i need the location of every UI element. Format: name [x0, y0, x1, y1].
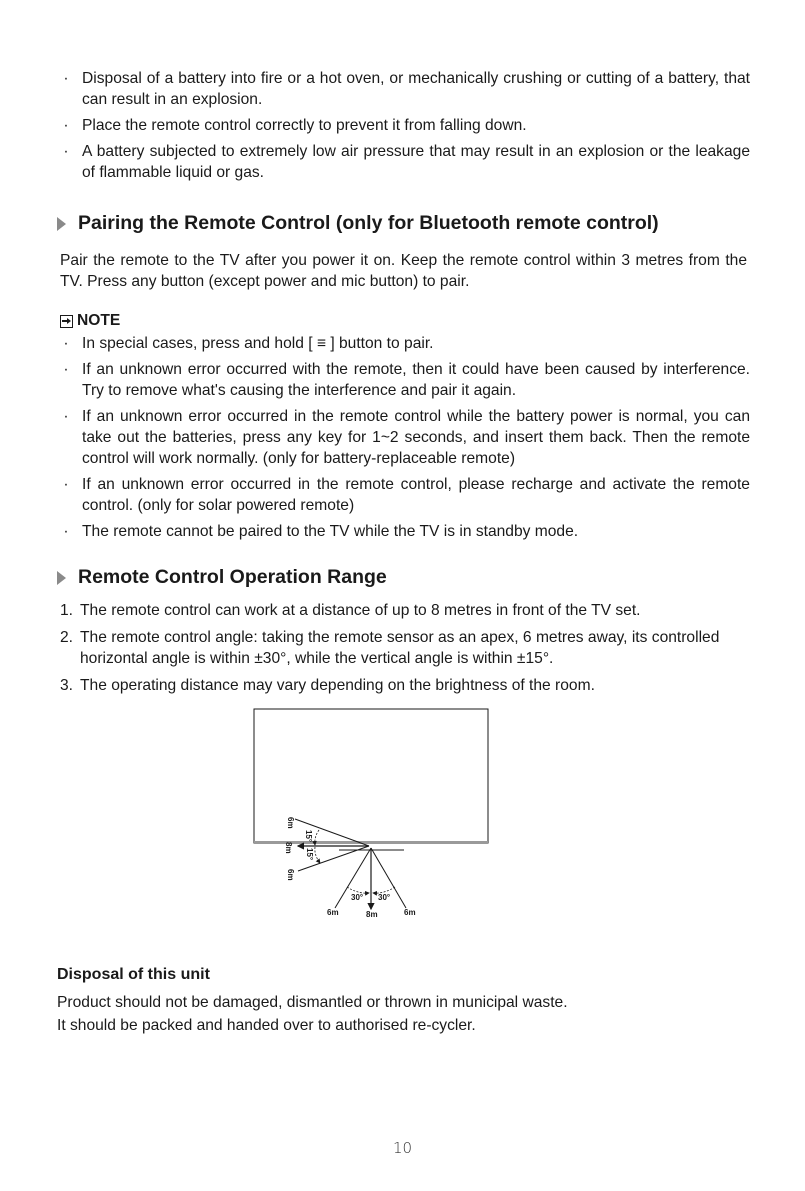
list-item: · If an unknown error occurred in the remote control while the battery power is normal, you can take out the batteries, press any key for 1~2 seconds, and insert them back. Then the remote control will work normally. (only for battery-replaceable remote): [63, 408, 750, 467]
disposal-text-line: It should be packed and handed over to authorised re-cycler.: [57, 1017, 476, 1034]
section-heading-pairing: Pairing the Remote Control (only for Bluetooth remote control): [57, 212, 659, 235]
disposal-heading: Disposal of this unit: [57, 966, 210, 983]
svg-text:8m: 8m: [284, 842, 293, 854]
pairing-intro: Pair the remote to the TV after you power it on. Keep the remote control within 3 metres from the TV. Press any button (except power and mic button) to pair.: [60, 252, 747, 290]
list-item: · If an unknown error occurred with the remote, then it could have been caused by interference. Try to remove what's causing the interference and pair it again.: [63, 361, 750, 399]
triangle-marker-icon: [57, 571, 66, 585]
note-list: [60, 333, 750, 547]
list-item: 2. The remote control angle: taking the remote sensor as an apex, 6 metres away, its controlled horizontal angle is within ±30°, while the vertical angle is within ±15°.: [60, 629, 720, 667]
svg-text:6m: 6m: [286, 869, 295, 881]
battery-warning-list: [60, 68, 750, 188]
svg-text:6m: 6m: [286, 817, 295, 829]
svg-text:8m: 8m: [366, 910, 378, 919]
triangle-marker-icon: [57, 217, 66, 231]
svg-text:15°: 15°: [304, 830, 313, 843]
list-item: · If an unknown error occurred in the remote control, please recharge and activate the remote control. (only for solar powered remote): [63, 476, 750, 514]
svg-text:30°: 30°: [378, 893, 391, 902]
svg-text:6m: 6m: [404, 908, 416, 917]
list-item: · Disposal of a battery into fire or a hot oven, or mechanically crushing or cutting of a battery, that can result in an explosion.: [63, 70, 750, 108]
section-heading-operation-range: Remote Control Operation Range: [57, 566, 387, 589]
svg-text:30°: 30°: [351, 893, 364, 902]
note-arrow-icon: [60, 315, 73, 328]
list-item: · In special cases, press and hold [ ≡ ] button to pair.: [63, 335, 434, 352]
page-number: 10: [392, 1139, 413, 1157]
disposal-text-line: Product should not be damaged, dismantled or thrown in municipal waste.: [57, 994, 568, 1011]
list-item: 1. The remote control can work at a distance of up to 8 metres in front of the TV set.: [60, 602, 641, 619]
list-item: 3. The operating distance may vary depending on the brightness of the room.: [60, 677, 595, 694]
list-item: · A battery subjected to extremely low air pressure that may result in an explosion or the leakage of flammable liquid or gas.: [63, 143, 750, 181]
list-item: · Place the remote control correctly to prevent it from falling down.: [63, 117, 527, 134]
operation-range-diagram: [250, 705, 495, 925]
note-heading: NOTE: [60, 312, 120, 330]
list-item: · The remote cannot be paired to the TV while the TV is in standby mode.: [63, 523, 579, 540]
svg-text:6m: 6m: [327, 908, 339, 917]
svg-text:15°: 15°: [305, 848, 314, 861]
operation-range-list: [60, 600, 750, 702]
